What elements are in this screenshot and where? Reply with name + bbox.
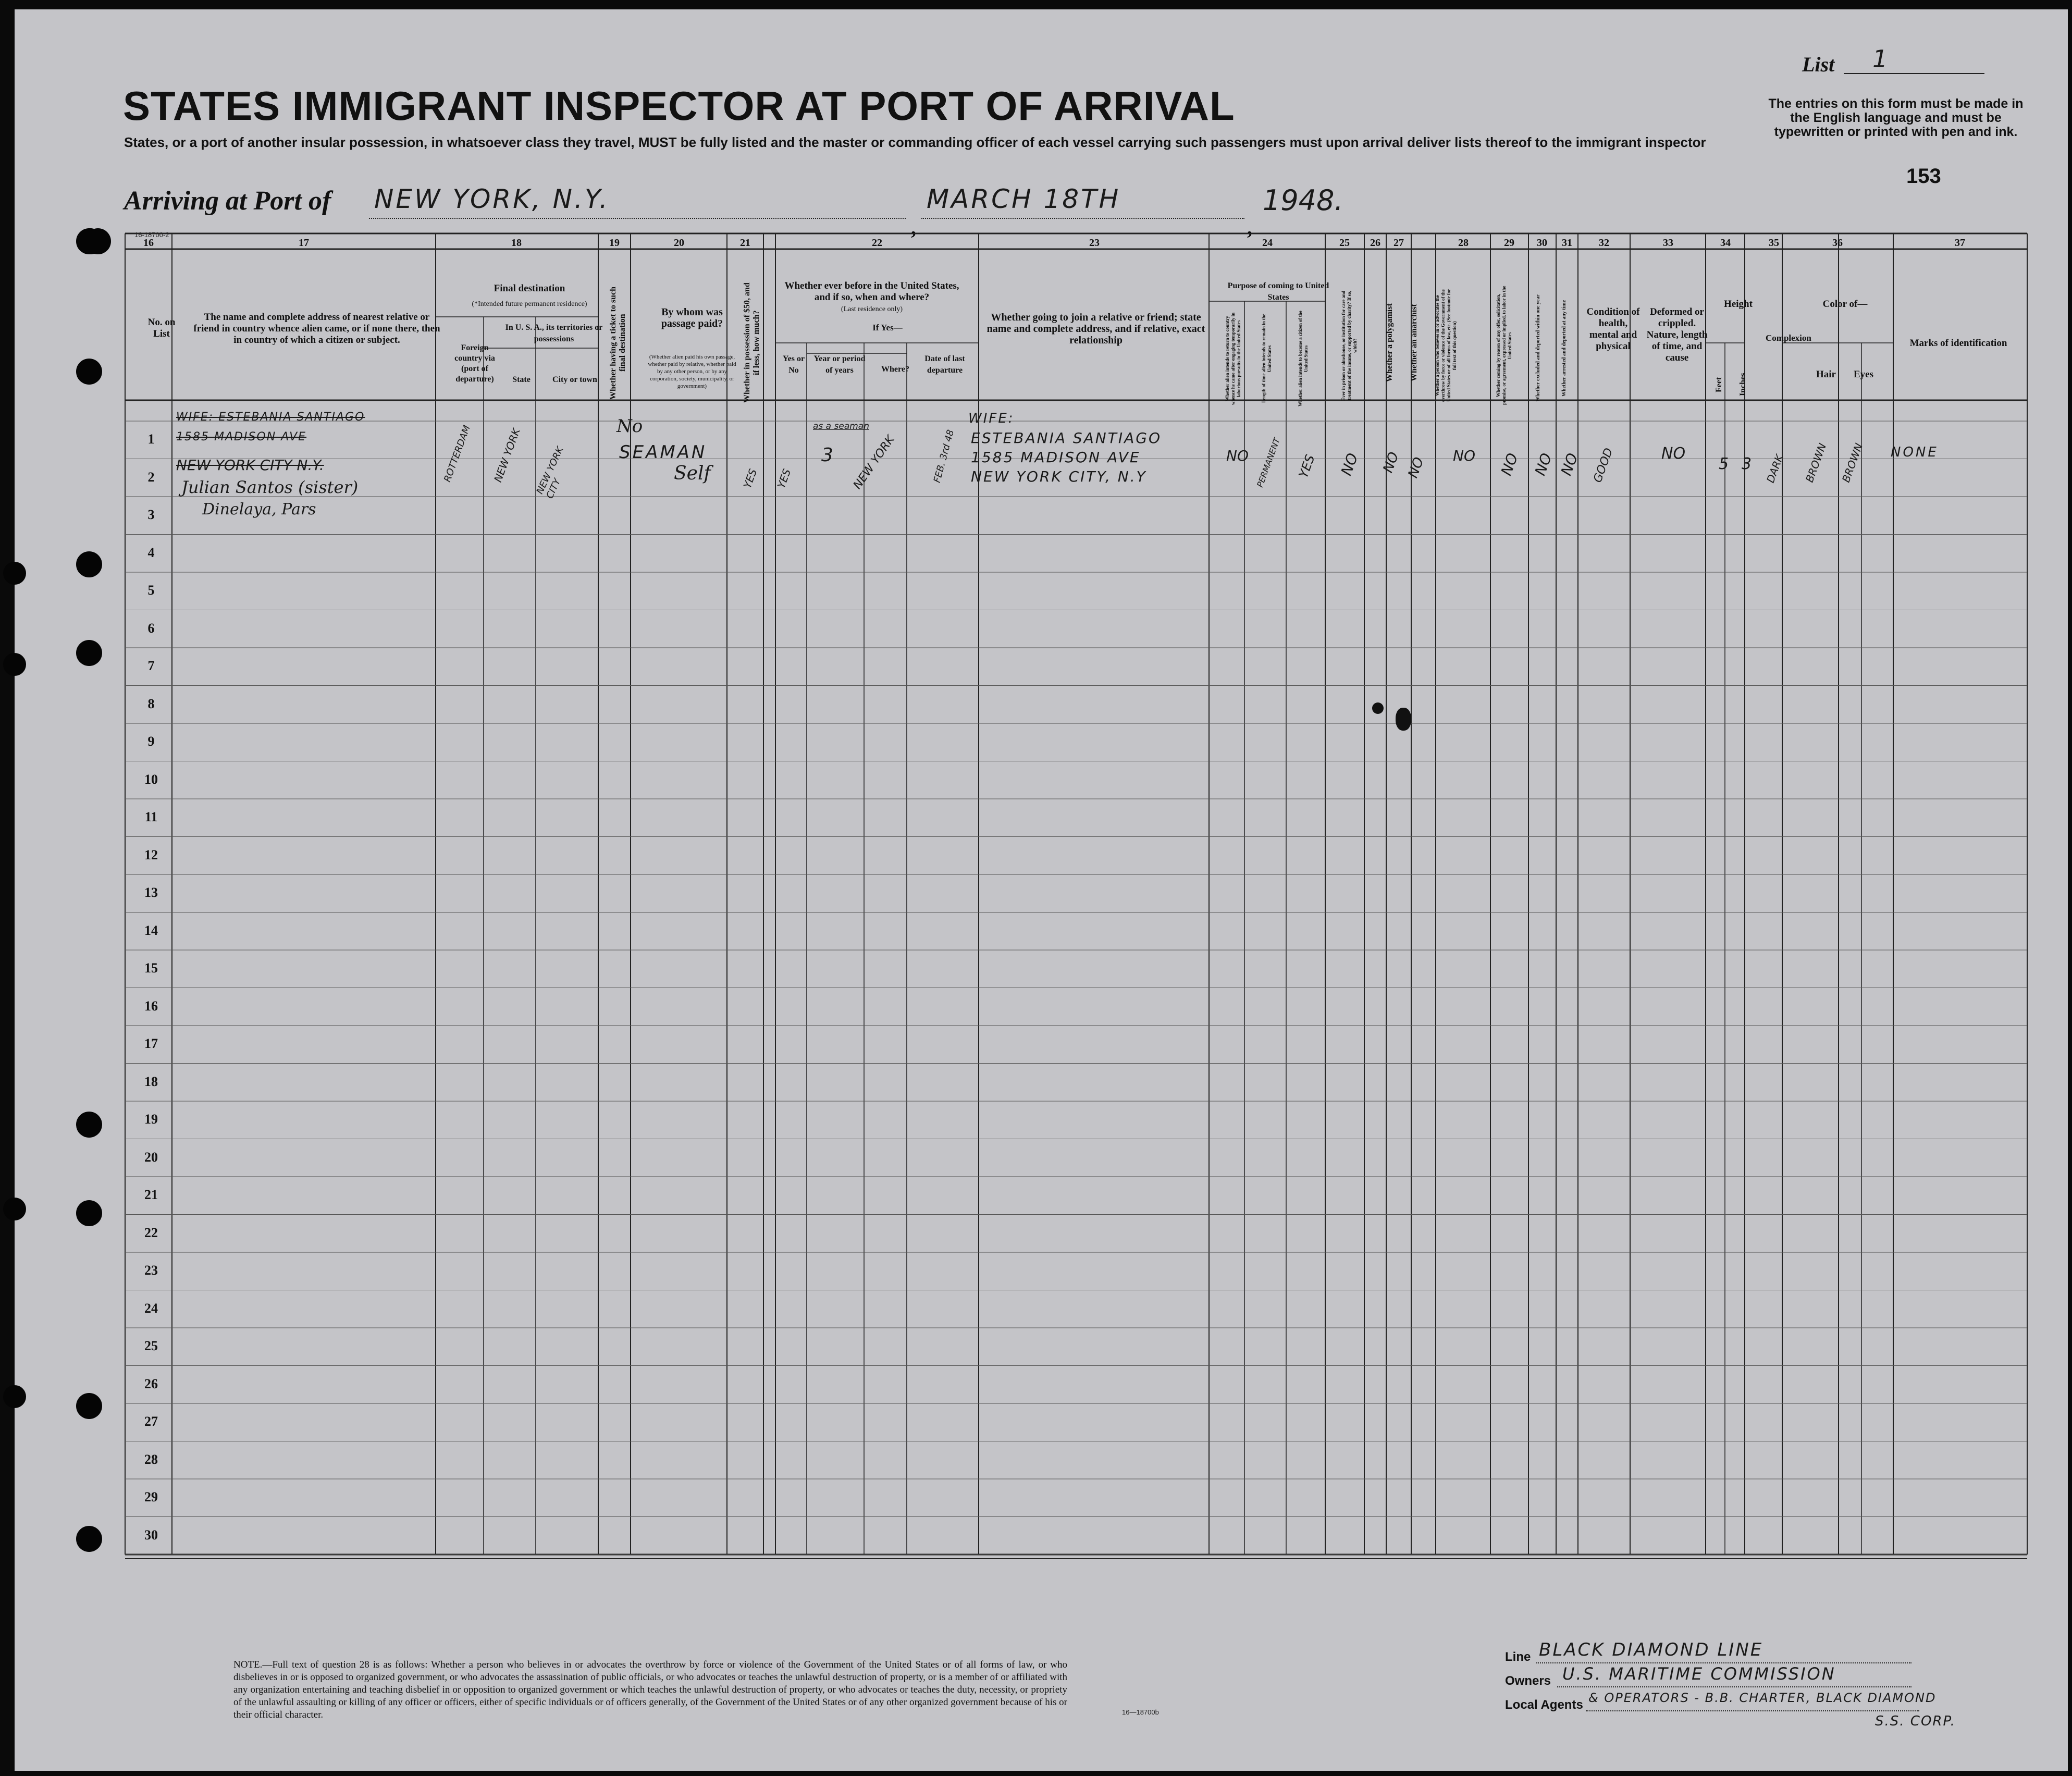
col36-hair: Hair xyxy=(1816,369,1836,380)
form-code: 16-18700-2 xyxy=(134,231,169,239)
col34-inches: Inches xyxy=(1738,373,1747,397)
column-number: 30 xyxy=(1537,237,1547,249)
relative-struck-line2: 1585 MADISON AVE xyxy=(176,430,307,443)
col23-header: Whether going to join a relative or friend; state name and complete address, and if relative, exact relationship xyxy=(986,312,1205,346)
column-number: 24 xyxy=(1262,237,1273,249)
col21-header: Whether in possession of $50, and if less, how much? xyxy=(743,282,761,403)
row-number: 21 xyxy=(144,1187,158,1202)
col18-usa: In U. S. A., its territories or possessions xyxy=(505,323,603,343)
line-label: Line xyxy=(1505,1650,1531,1664)
agents-value-line2: S.S. CORP. xyxy=(1875,1713,1956,1729)
column-number: 22 xyxy=(872,237,882,249)
comma: , xyxy=(911,216,916,239)
join-line4: NEW YORK CITY, N.Y xyxy=(971,468,1147,485)
join-line2: ESTEBANIA SANTIAGO xyxy=(971,429,1162,447)
before-in-us: YES xyxy=(774,467,794,490)
row-number: 20 xyxy=(144,1149,158,1165)
marks-value: NONE xyxy=(1891,445,1939,460)
intends-return: NO xyxy=(1226,447,1249,464)
col22-header: Whether ever before in the United States, and if so, when and where? xyxy=(784,280,959,303)
height-feet: 5 xyxy=(1719,455,1729,473)
relative-handwritten-line2: Dinelaya, Pars xyxy=(202,500,316,519)
agents-value-line1: & OPERATORS - B.B. CHARTER, BLACK DIAMOND xyxy=(1588,1691,1937,1705)
health-value: GOOD xyxy=(1591,446,1616,485)
col26-header: Whether a polygamist xyxy=(1385,303,1394,383)
col29-header: Whether coming by reason of any offer, solicitation, promise, or agreement, expressed or implied, to labor in the United States xyxy=(1496,286,1512,405)
column-number: 21 xyxy=(740,237,750,249)
col18-city: City or town xyxy=(552,375,597,384)
eye-color: BROWN xyxy=(1839,441,1866,484)
intends-citizen: YES xyxy=(1296,452,1318,480)
row-number: 11 xyxy=(144,809,158,824)
footer-form-code: 16—18700b xyxy=(1122,1708,1159,1716)
row-number: 28 xyxy=(144,1451,158,1467)
join-line1: WIFE: xyxy=(968,411,1015,426)
row-number: 1 xyxy=(147,431,155,447)
col22-where: Where? xyxy=(881,365,909,374)
page-number: 153 xyxy=(1906,165,1941,188)
col22-sub: (Last residence only) xyxy=(841,305,903,313)
col20-header: By whom was passage paid? xyxy=(661,306,723,329)
col32-header: Condition of health, mental and physical xyxy=(1586,306,1640,352)
port-value: NEW YORK, N.Y. xyxy=(374,184,610,214)
row-number: 14 xyxy=(144,922,158,938)
relative-struck-line3: NEW YORK CITY N.Y. xyxy=(176,457,324,474)
q31-value: NO xyxy=(1557,451,1582,478)
line-underline xyxy=(1536,1662,1911,1663)
row-number: 10 xyxy=(144,771,158,787)
row-number: 19 xyxy=(144,1112,158,1127)
length-of-stay: PERMANENT xyxy=(1255,436,1282,489)
row-number: 12 xyxy=(144,847,158,862)
column-number: 16 xyxy=(143,237,154,249)
column-number: 25 xyxy=(1339,237,1350,249)
owners-label: Owners xyxy=(1505,1674,1551,1688)
ink-blot xyxy=(1372,702,1384,714)
col19-header: Whether having a ticket to such final destination xyxy=(609,286,627,400)
prison-value: NO xyxy=(1337,451,1362,478)
row-number: 25 xyxy=(144,1338,158,1353)
destination-state: NEW YORK xyxy=(491,426,523,484)
join-line3: 1585 MADISON AVE xyxy=(971,449,1141,466)
col18-foreign: Foreign country via (port of departure) xyxy=(454,343,495,384)
column-number: 26 xyxy=(1370,237,1380,249)
agents-underline xyxy=(1586,1710,1919,1711)
ink-blot xyxy=(1396,708,1411,731)
line-value: BLACK DIAMOND LINE xyxy=(1539,1639,1763,1660)
col25-header: Ever in prison or almshouse, or institution for care and treatment of the insane, or supported by charity? If so, which? xyxy=(1341,290,1358,401)
manifest-grid xyxy=(15,9,2068,1771)
row-number: 22 xyxy=(144,1225,158,1240)
column-number: 28 xyxy=(1458,237,1469,249)
column-number: 18 xyxy=(511,237,522,249)
anarchist-value: NO xyxy=(1405,455,1427,480)
row-number: 6 xyxy=(147,620,155,636)
col20-sub: (Whether alien paid his own passage, whether paid by relative, whether paid by any other person, or by any corporation, society, municipality, or government) xyxy=(648,354,736,389)
col22-yesno: Yes or No xyxy=(782,354,805,375)
relative-handwritten-line1: Julian Santos (sister) xyxy=(181,477,359,497)
before-note: as a seaman xyxy=(813,421,869,431)
column-number: 17 xyxy=(299,237,309,249)
column-number: 19 xyxy=(609,237,620,249)
row-number: 8 xyxy=(147,696,155,711)
row-number: 7 xyxy=(147,658,155,673)
column-number: 20 xyxy=(674,237,684,249)
row-number: 5 xyxy=(147,583,155,598)
column-number: 32 xyxy=(1599,237,1609,249)
row-number: 27 xyxy=(144,1414,158,1429)
row-number: 9 xyxy=(147,734,155,749)
owners-value: U.S. MARITIME COMMISSION xyxy=(1562,1664,1836,1684)
col24-header: Purpose of coming to United States xyxy=(1227,281,1329,302)
complexion-value: DARK xyxy=(1764,452,1786,485)
col22-years: Year or period of years xyxy=(813,354,866,375)
column-number: 31 xyxy=(1562,237,1572,249)
ticket-value: No xyxy=(616,416,643,437)
footnote-q28: NOTE.—Full text of question 28 is as follows: Whether a person who believes in or advocates the overthrow by force or violence of the Government of the United States or of all forms of law, or who disbelieves in or is opposed to organized government, or who advocates the assassination of public officials, or who advocates or teaches the unlawful destruction of property, or is a member of or affiliated with any organization entertaining and teaching disbelief in or opposition to organized government or which teaches the unlawful destruction of property, or who advocates or teaches the duty, necessity, or propriety of the unlawful assaulting or killing of any officer or officers, either of specific individuals or of officers generally, of the Government of the United States or of any other organized government because of his or their official character. xyxy=(233,1659,1067,1720)
height-inches: 3 xyxy=(1742,455,1752,473)
column-number: 23 xyxy=(1089,237,1100,249)
col17-header: The name and complete address of nearest relative or friend in country whence alien came, or if none there, then in country of which a citizen or subject. xyxy=(193,312,440,346)
passage-line1: SEAMAN xyxy=(619,442,707,463)
row-number: 30 xyxy=(144,1527,158,1543)
q29-value: NO xyxy=(1497,451,1522,478)
column-number: 27 xyxy=(1393,237,1404,249)
column-number: 29 xyxy=(1504,237,1514,249)
col24-return: Whether alien intends to return to country whence he came after engaging temporarily in laborious pursuits in the United States xyxy=(1225,312,1241,405)
agents-label: Local Agents xyxy=(1505,1698,1583,1712)
row-number: 23 xyxy=(144,1263,158,1278)
col35-header: Complexion xyxy=(1766,333,1811,343)
destination-city: NEW YORK CITY xyxy=(534,445,566,501)
col18-sub: (*Intended future permanent residence) xyxy=(472,300,587,308)
col18-state: State xyxy=(512,375,531,384)
col37-header: Marks of identification xyxy=(1909,338,2007,349)
row-number: 13 xyxy=(144,885,158,900)
column-number: 37 xyxy=(1955,237,1965,249)
row-number: 16 xyxy=(144,998,158,1014)
arriving-label: Arriving at Port of xyxy=(124,186,331,216)
hair-color: BROWN xyxy=(1803,441,1829,484)
date-last-departure: FEB. 3rd 48 xyxy=(931,428,957,484)
row-number: 17 xyxy=(144,1036,158,1051)
row-number: 15 xyxy=(144,960,158,976)
row-number: 29 xyxy=(144,1489,158,1504)
col16-header: No. on List xyxy=(147,317,176,339)
english-note: The entries on this form must be made in the English language and must be typewritten or printed with pen and ink. xyxy=(1768,96,2024,139)
row-number: 3 xyxy=(147,507,155,522)
column-number: 34 xyxy=(1720,237,1731,249)
page-subtitle: States, or a port of another insular possession, in whatsoever class they travel, MUST be fully listed and the master or commanding officer of each vessel carrying such passengers must upon arrival deliver lists thereof to the immigrant inspector xyxy=(124,134,1706,150)
q30-value: NO xyxy=(1531,451,1556,478)
column-number: 33 xyxy=(1663,237,1673,249)
list-label: List xyxy=(1802,53,1835,76)
years-in-us: 3 xyxy=(821,445,833,466)
polygamist-value: NO xyxy=(1380,450,1402,475)
column-number: 36 xyxy=(1832,237,1843,249)
where-in-us: NEW YORK xyxy=(850,433,897,492)
col24-length: Length of time alien intends to remain in the United States xyxy=(1261,314,1272,403)
page-title: STATES IMMIGRANT INSPECTOR AT PORT OF ARRIVAL xyxy=(123,83,1235,129)
col36-header: Color of— xyxy=(1822,299,1868,310)
row-number: 2 xyxy=(147,469,155,485)
col31-header: Whether arrested and deported at any time xyxy=(1561,300,1567,397)
row-number: 18 xyxy=(144,1074,158,1089)
col22-date: Date of last departure xyxy=(924,354,965,375)
col36-eyes: Eyes xyxy=(1854,369,1873,380)
deformed-value: NO xyxy=(1661,445,1686,463)
passage-line2: Self xyxy=(674,463,711,484)
column-number: 35 xyxy=(1769,237,1779,249)
list-value: 1 xyxy=(1872,45,1888,73)
q28-value: NO xyxy=(1453,447,1475,464)
col28-header: Whether a person who believes in or advocates the overthrow by force or violence of the Government of the United States or of all forms of law, etc. (See footnote for full text of this question) xyxy=(1435,289,1457,402)
col30-header: Whether excluded and deported within one year xyxy=(1535,294,1541,402)
relative-struck-line1: WIFE: ESTEBANIA SANTIAGO xyxy=(176,411,365,424)
year-value: 1948. xyxy=(1263,184,1343,217)
comma: , xyxy=(1247,216,1252,239)
col27-header: Whether an anarchist xyxy=(1410,304,1419,382)
col22-ifyes: If Yes— xyxy=(872,323,903,332)
foreign-port: ROTTERDAM xyxy=(442,424,473,484)
row-number: 4 xyxy=(147,545,155,560)
fifty-dollars: YES xyxy=(741,467,760,490)
col18-header: Final destination xyxy=(494,283,565,294)
col33-header: Deformed or crippled. Nature, length of time, and cause xyxy=(1646,306,1708,363)
row-number: 26 xyxy=(144,1376,158,1391)
row-number: 24 xyxy=(144,1300,158,1316)
col24-citizen: Whether alien intends to become a citizen of the United States xyxy=(1298,311,1309,406)
col34-feet: Feet xyxy=(1715,377,1723,392)
date-value: MARCH 18TH xyxy=(927,184,1121,214)
col34-header: Height xyxy=(1724,299,1753,310)
owners-underline xyxy=(1557,1686,1911,1687)
manifest-sheet xyxy=(15,9,2068,1771)
